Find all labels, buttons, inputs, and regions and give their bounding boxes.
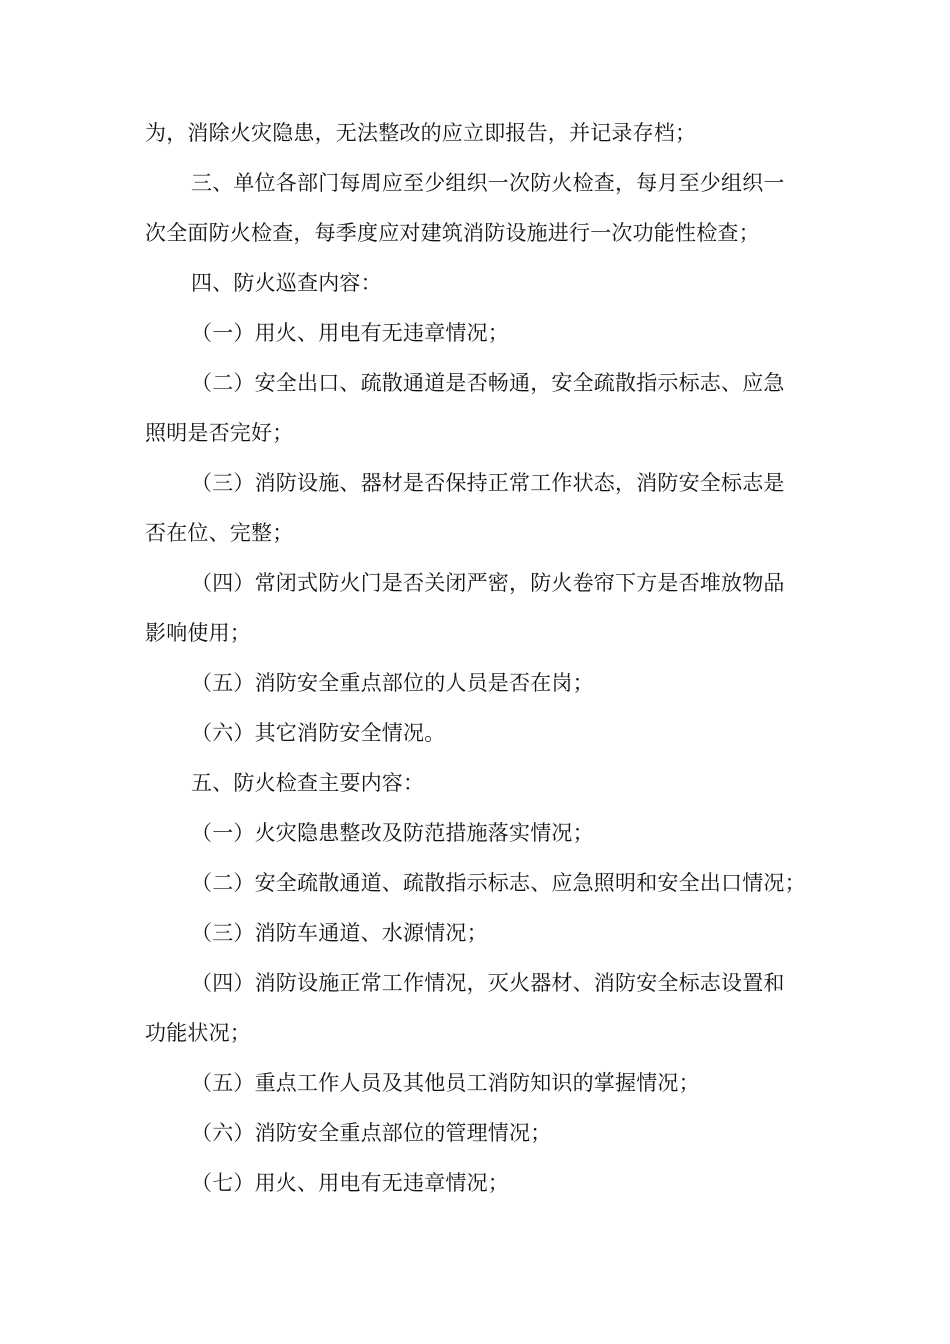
paragraph-line: 照明是否完好； bbox=[145, 421, 294, 445]
list-item: （四）消防设施正常工作情况，灭火器材、消防安全标志设置和 bbox=[191, 971, 785, 995]
list-item: （七）用火、用电有无违章情况； bbox=[191, 1171, 509, 1195]
list-item: （五）重点工作人员及其他员工消防知识的掌握情况； bbox=[191, 1071, 700, 1095]
paragraph-line: 为，消除火灾隐患，无法整改的应立即报告，并记录存档； bbox=[145, 121, 697, 145]
paragraph-line: 功能状况； bbox=[145, 1021, 251, 1045]
paragraph-line: 次全面防火检查，每季度应对建筑消防设施进行一次功能性检查； bbox=[145, 221, 760, 245]
list-item: （五）消防安全重点部位的人员是否在岗； bbox=[191, 671, 594, 695]
paragraph-line: 三、单位各部门每周应至少组织一次防火检查，每月至少组织一 bbox=[191, 171, 785, 195]
list-item: （三）消防设施、器材是否保持正常工作状态，消防安全标志是 bbox=[191, 471, 785, 495]
list-item: （六）其它消防安全情况。 bbox=[191, 721, 446, 745]
list-item: （一）火灾隐患整改及防范措施落实情况； bbox=[191, 821, 594, 845]
list-item: （四）常闭式防火门是否关闭严密，防火卷帘下方是否堆放物品 bbox=[191, 571, 785, 595]
section-heading: 四、防火巡查内容： bbox=[191, 271, 382, 295]
paragraph-line: 否在位、完整； bbox=[145, 521, 294, 545]
section-heading: 五、防火检查主要内容： bbox=[191, 771, 425, 795]
list-item: （三）消防车通道、水源情况； bbox=[191, 921, 488, 945]
list-item: （二）安全出口、疏散通道是否畅通，安全疏散指示标志、应急 bbox=[191, 371, 785, 395]
list-item: （六）消防安全重点部位的管理情况； bbox=[191, 1121, 552, 1145]
list-item: （一）用火、用电有无违章情况； bbox=[191, 321, 509, 345]
list-item: （二）安全疏散通道、疏散指示标志、应急照明和安全出口情况； bbox=[191, 871, 806, 895]
paragraph-line: 影响使用； bbox=[145, 621, 251, 645]
